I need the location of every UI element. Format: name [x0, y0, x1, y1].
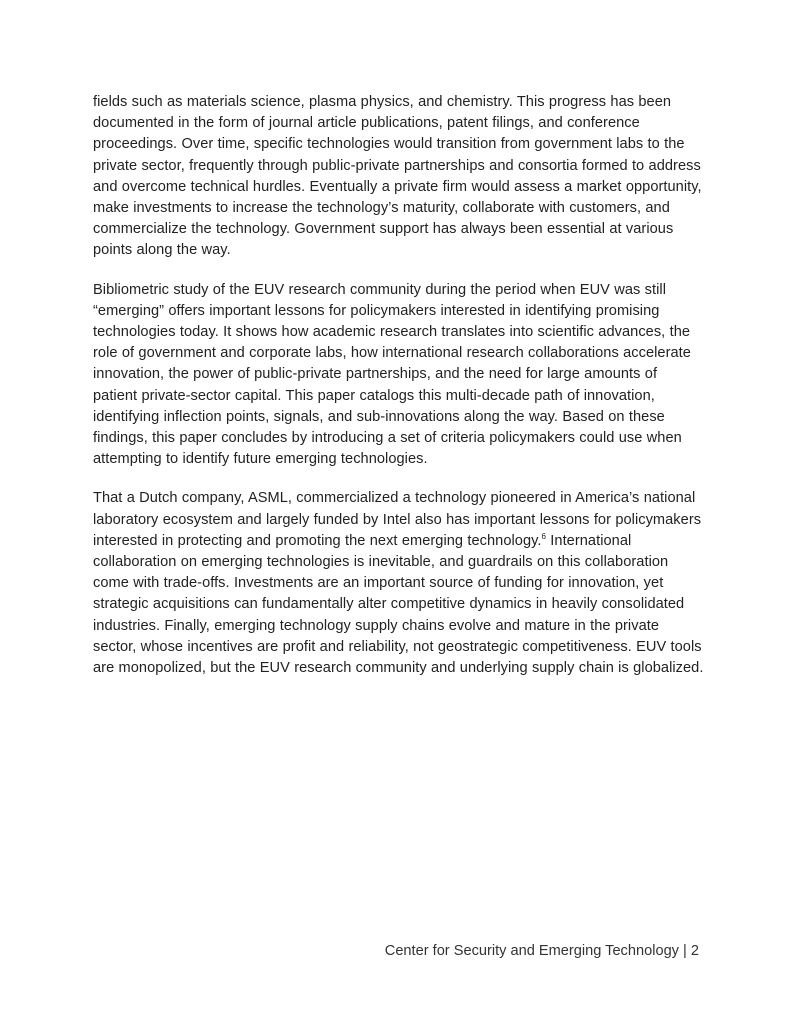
paragraph-3-text-before: That a Dutch company, ASML, commercialized a technology pioneered in America’s national laboratory ecosystem and largely funded by Intel also has important lessons for policymakers interested in protecting and promoting the next emerging technology.	[93, 490, 702, 549]
document-body	[93, 92, 705, 697]
paragraph-1-text: fields such as materials science, plasma physics, and chemistry. This progress has been documented in the form of journal article publications, patent filings, and conference proceedings. Over time, specific technologies would transition from government labs to the private sector, frequently through public-private partnerships and consortia formed to address and overcome technical hurdles. Eventually a private firm would assess a market opportunity, make investments to increase the technology’s maturity, collaborate with customers, and commercialize the technology. Government support has always been essential at various points along the way.	[93, 94, 702, 259]
footnote-reference[interactable]: 6	[541, 532, 546, 541]
paragraph-2	[93, 280, 705, 471]
paragraph-2-text: Bibliometric study of the EUV research community during the period when EUV was still “emerging” offers important lessons for policymakers interested in identifying promising technologies today. It shows how academic research translates into scientific advances, the role of government and corporate labs, how international research collaborations accelerate innovation, the power of public-private partnerships, and the need for large amounts of patient private-sector capital. This paper catalogs this multi-decade path of innovation, identifying inflection points, signals, and sub-innovations along the way. Based on these findings, this paper concludes by introducing a set of criteria policymakers could use when attempting to identify future emerging technologies.	[93, 281, 691, 468]
paragraph-3-text-after: International collaboration on emerging technologies is inevitable, and guardrails on this collaboration come with trade-offs. Investments are an important source of funding for innovation, yet strategic acquisitions can fundamentally alter competitive dynamics in heavily consolidated industries. Finally, emerging technology supply chains evolve and mature in the private sector, whose incentives are profit and reliability, not geostrategic competitiveness. EUV tools are monopolized, but the EUV research community and underlying supply chain is globalized.	[93, 532, 704, 677]
paragraph-3	[93, 488, 705, 679]
page-footer: Center for Security and Emerging Technology | 2	[384, 943, 699, 959]
paragraph-1	[93, 92, 705, 262]
